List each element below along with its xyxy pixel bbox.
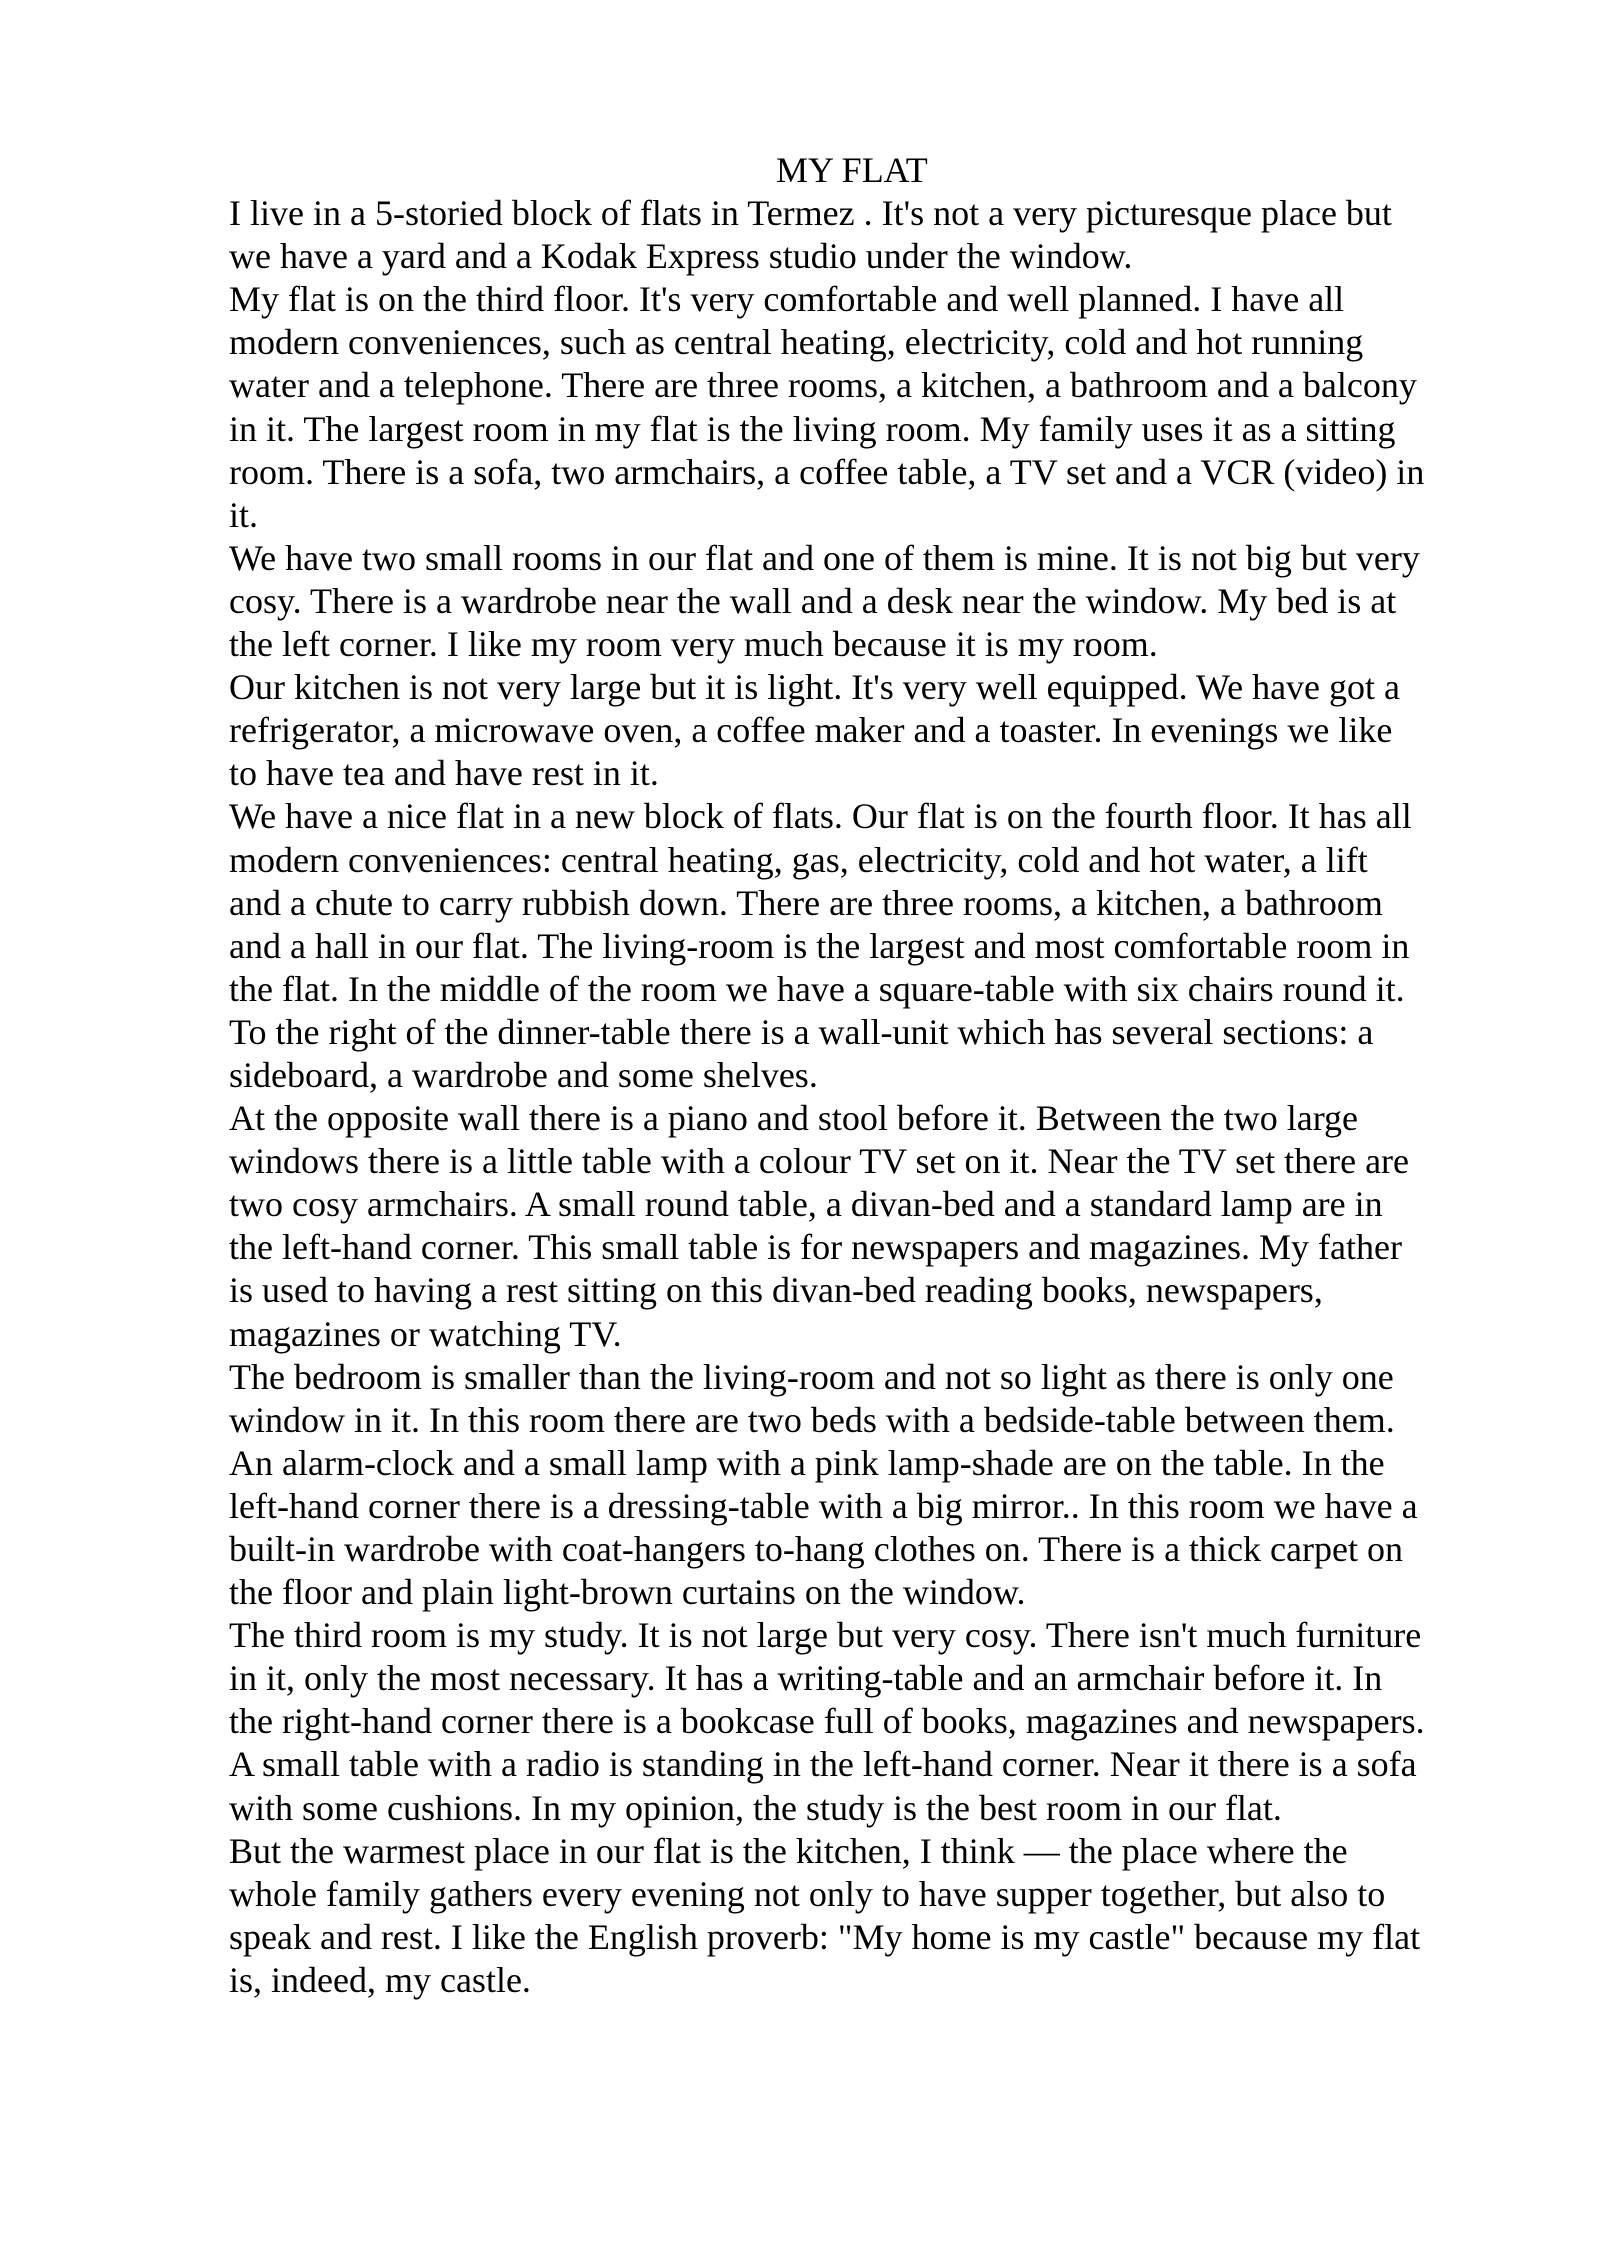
paragraph-my-flat: My flat is on the third floor. It's very comfortable and well planned. I have all modern conveniences, such as central heating, electricity, cold and hot running water and a telephone. There are three rooms, a kitchen, a bathroom and a balcony in it. The largest room in my flat is the living room. My family uses it as a sitting room. There is a sofa, two armchairs, a coffee table, a TV set and a VCR (video) in it. bbox=[229, 279, 1425, 535]
paragraph-new-flat: We have a nice flat in a new block of flats. Our flat is on the fourth floor. It has all modern conveniences: central heating, gas, electricity, cold and hot water, a lift and a chute to carry rubbish down. There are three rooms, a kitchen, a bathroom and a hall in our flat. The living-room is the largest and most comfortable room in the flat. In the middle of the room we have a square-table with six chairs round it. To the right of the dinner-table there is a wall-unit which has several sections: a sideboard, a wardrobe and some shelves. bbox=[229, 796, 1412, 1095]
paragraph-small-rooms: We have two small rooms in our flat and one of them is mine. It is not big but very cosy. There is a wardrobe near the wall and a desk near the window. My bed is at the left corner. I like my room very much because it is my room. bbox=[229, 537, 1420, 665]
document-title: MY FLAT bbox=[776, 150, 928, 190]
paragraph-bedroom: The bedroom is smaller than the living-room and not so light as there is only one window in it. In this room there are two beds with a bedside-table between them. An alarm-clock and a small lamp with a pink lamp-shade are on the table. In the left-hand corner there is a dressing-table with a big mirror.. In this room we have a built-in wardrobe with coat-hangers to-hang clothes on. There is a thick carpet on the floor and plain light-brown curtains on the window. bbox=[229, 1356, 1418, 1613]
paragraph-conclusion: But the warmest place in our flat is the kitchen, I think — the place where the whole family gathers every evening not only to have supper together, but also to speak and rest. I like the English proverb: "My home is my castle" because my flat is, indeed, my castle. bbox=[229, 1830, 1421, 2000]
paragraph-intro: I live in a 5-storied block of flats in Termez . It's not a very picturesque place but we have a yard and a Kodak Express studio under the window. bbox=[229, 193, 1392, 277]
document-body bbox=[229, 149, 1529, 2002]
paragraph-living-room: At the opposite wall there is a piano and stool before it. Between the two large windows there is a little table with a colour TV set on it. Near the TV set there are two cosy armchairs. A small round table, a divan-bed and a standard lamp are in the left-hand corner. This small table is for newspapers and magazines. My father is used to having a rest sitting on this divan-bed reading books, newspapers, magazines or watching TV. bbox=[229, 1098, 1410, 1354]
paragraph-study: The third room is my study. It is not large but very cosy. There isn't much furniture in it, only the most necessary. It has a writing-table and an armchair before it. In the right-hand corner there is a bookcase full of books, magazines and newspapers. A small table with a radio is standing in the left-hand corner. Near it there is a sofa with some cushions. In my opinion, the study is the best room in our flat. bbox=[229, 1615, 1425, 1828]
paragraph-kitchen: Our kitchen is not very large but it is light. It's very well equipped. We have got a refrigerator, a microwave oven, a coffee maker and a toaster. In evenings we like to have tea and have rest in it. bbox=[229, 667, 1401, 794]
